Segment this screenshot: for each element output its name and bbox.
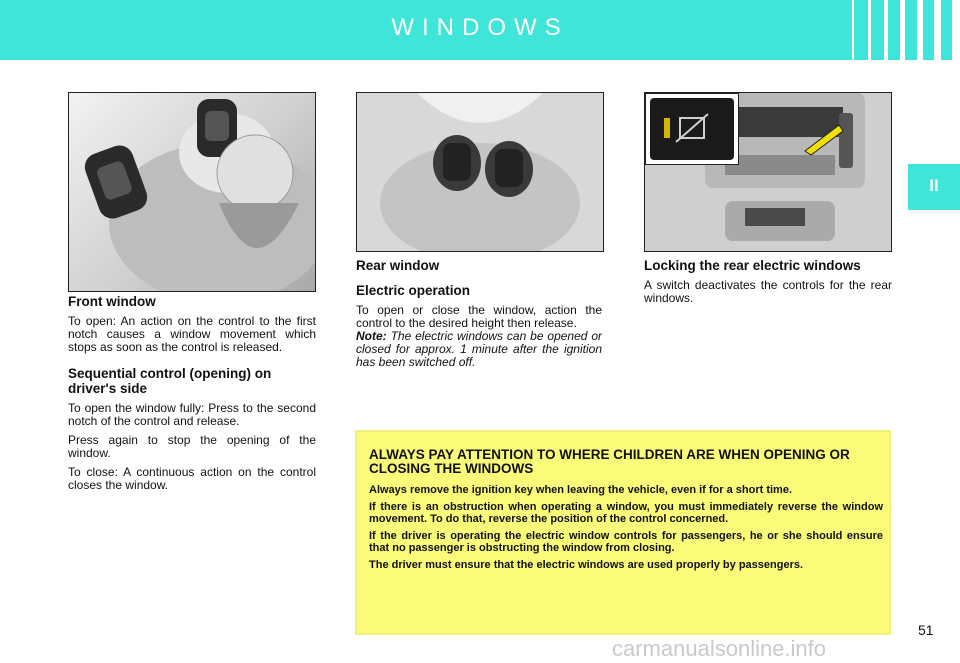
page-number: 51	[918, 622, 934, 638]
note-text: The electric windows can be opened or closed for approx. 1 minute after the ignition has been switched off.	[356, 329, 602, 369]
sequential-p1: To open the window fully: Press to the second notch of the control and release.	[68, 401, 316, 428]
sequential-p2: Press again to stop the opening of the window.	[68, 433, 316, 460]
rear-window-section	[356, 258, 602, 369]
warning-box	[355, 430, 891, 635]
warning-p4: The driver must ensure that the electric windows are used properly by passengers.	[369, 559, 804, 571]
warning-title: ALWAYS PAY ATTENTION TO WHERE CHILDREN ARE WHEN OPENING OR CLOSING THE WINDOWS	[369, 447, 850, 476]
rear-window-note	[356, 330, 602, 369]
page-title: WINDOWS	[391, 14, 569, 41]
locking-text: A switch deactivates the controls for the rear windows.	[644, 278, 892, 305]
warning-p2: If there is an obstruction when operating a window, you must immediately reverse the window movement. To do that, reverse the position of the control concerned.	[369, 501, 883, 525]
warning-body	[369, 484, 883, 576]
window-lock-icon	[676, 114, 708, 142]
watermark: carmanualsonline.info	[612, 636, 827, 661]
warning-p3: If the driver is operating the electric window controls for passengers, he or she should ensure that no passenger is obstructing the window from closing.	[369, 530, 883, 554]
warning-p1: Always remove the ignition key when leaving the vehicle, even if for a short time.	[369, 484, 793, 496]
front-window-section	[68, 294, 316, 492]
note-label: Note:	[356, 329, 387, 343]
chapter-tab	[908, 164, 960, 210]
rear-window-heading: Rear window	[356, 258, 440, 273]
gear-console-illustration	[69, 93, 315, 291]
front-window-photo	[68, 92, 316, 292]
switch-inset	[645, 93, 739, 165]
locking-heading: Locking the rear electric windows	[644, 258, 861, 273]
electric-operation-heading: Electric operation	[356, 283, 471, 298]
sequential-heading: Sequential control (opening) on driver's side	[68, 366, 272, 396]
front-window-text: To open: An action on the control to the first notch causes a window movement which stops as soon as the control is released.	[68, 314, 316, 354]
dashboard-photo	[644, 92, 892, 252]
front-window-heading: Front window	[68, 294, 156, 309]
rear-switch-illustration	[357, 93, 603, 251]
sequential-p3: To close: A continuous action on the control closes the window.	[68, 465, 316, 492]
rear-window-photo	[356, 92, 604, 252]
chapter-tab-label: II	[929, 176, 939, 195]
locking-section	[644, 258, 892, 305]
rear-window-text: To open or close the window, action the control to the desired height then release.	[356, 303, 602, 330]
page-header	[0, 0, 960, 60]
lock-switch-illustration	[646, 94, 738, 164]
